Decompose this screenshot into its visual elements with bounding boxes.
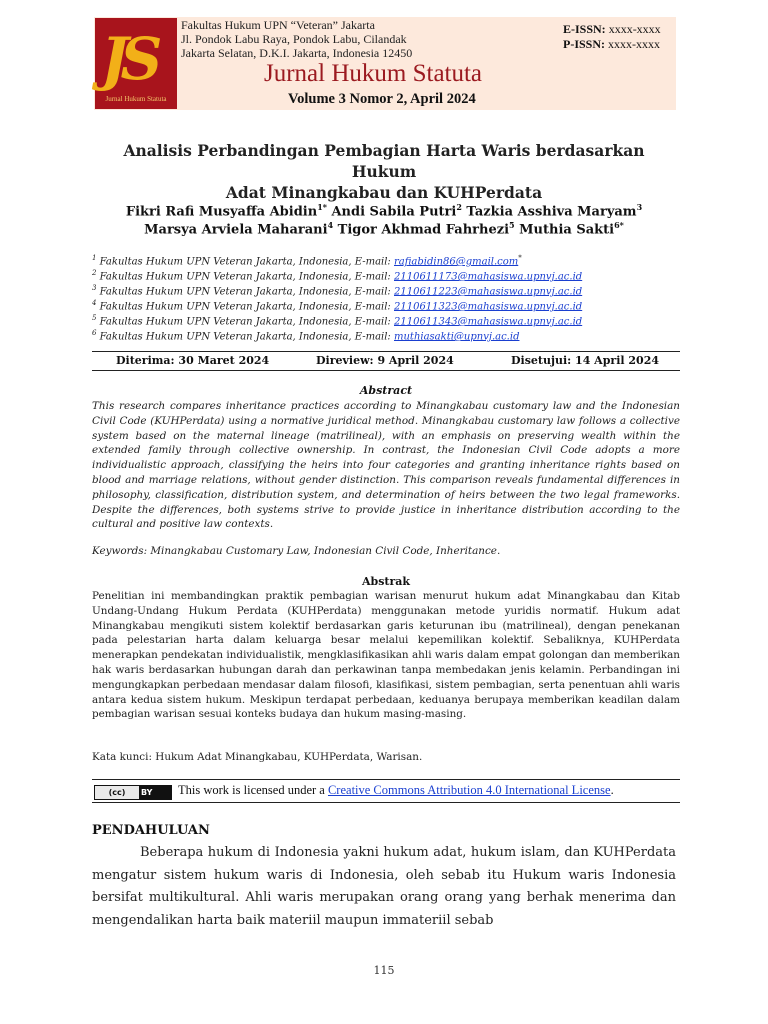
intro-paragraph: Beberapa hukum di Indonesia yakni hukum adat, hukum islam, dan KUHPerdata mengatur sistem hukum waris di Indonesia, oleh sebab itu Hukum waris Indonesia bersifat multikultural. Ahli waris merupakan orang orang yang berhak menerima dan mengendalikan harta baik materiil maupun immateriil sebab <box>92 845 676 928</box>
accepted-date: Disetujui: 14 April 2024 <box>511 354 659 367</box>
license-suffix: . <box>610 783 614 797</box>
aff-text: Fakultas Hukum UPN Veteran Jakarta, Indonesia, E-mail: <box>99 256 391 268</box>
title-line-2: Adat Minangkabau dan KUHPerdata <box>225 183 543 202</box>
aff-text: Fakultas Hukum UPN Veteran Jakarta, Indonesia, E-mail: <box>99 271 391 283</box>
license-text <box>178 783 614 798</box>
journal-volume: Volume 3 Nomor 2, April 2024 <box>288 91 476 107</box>
author-name: Fikri Rafi Musyaffa Abidin <box>125 204 318 220</box>
received-date: Diterima: 30 Maret 2024 <box>116 354 270 367</box>
eissn-label: E-ISSN: <box>563 22 606 36</box>
email-link[interactable]: rafiabidin86@gmail.com <box>394 256 519 268</box>
journal-name: Jurnal Hukum Statuta <box>264 60 483 87</box>
author-sup: 4 <box>327 220 334 230</box>
pissn-value: xxxx-xxxx <box>608 37 661 51</box>
aff-num: 3 <box>92 284 97 292</box>
title-line-1: Analisis Perbandingan Pembagian Harta Waris berdasarkan Hukum <box>123 141 645 181</box>
author-sup: 1* <box>317 202 327 212</box>
logo-glyph: JS <box>101 25 155 93</box>
logo-caption: Jurnal Hukum Statuta <box>105 95 167 103</box>
journal-logo <box>95 18 177 109</box>
author-sup: 2 <box>456 202 462 212</box>
authors-line-2 <box>92 215 676 240</box>
aff-num: 1 <box>92 254 97 262</box>
author-name: Tazkia Asshiva Maryam <box>466 204 637 220</box>
author-name: Andi Sabila Putri <box>331 204 457 220</box>
author-name: Muthia Sakti <box>519 222 615 238</box>
author-sup: 3 <box>636 202 643 212</box>
aff-text: Fakultas Hukum UPN Veteran Jakarta, Indonesia, E-mail: <box>99 301 391 313</box>
author-sup: 5 <box>509 220 515 230</box>
kata-kunci: Kata kunci: Hukum Adat Minangkabau, KUHPerdata, Warisan. <box>92 751 423 763</box>
aff-text: Fakultas Hukum UPN Veteran Jakarta, Indonesia, E-mail: <box>99 331 391 343</box>
license-bar <box>92 779 680 803</box>
cc-badge-right: BY <box>141 788 153 797</box>
aff-num: 6 <box>92 329 97 337</box>
article-title <box>92 140 676 203</box>
email-link[interactable]: 2110611223@mahasiswa.upnvj.ac.id <box>394 286 583 298</box>
pissn-label: P-ISSN: <box>563 37 606 51</box>
email-link[interactable]: 2110611173@mahasiswa.upnvj.ac.id <box>394 271 583 283</box>
aff-mark: * <box>518 254 522 262</box>
email-link[interactable]: muthiasakti@upnvj.ac.id <box>394 331 520 343</box>
cc-by-badge-icon[interactable] <box>94 785 172 800</box>
cc-badge-left: (cc) <box>95 786 139 799</box>
address-line-1: Fakultas Hukum UPN “Veteran” Jakarta <box>181 18 375 32</box>
aff-num: 4 <box>92 299 97 307</box>
author-name: Tigor Akhmad Fahrhezi <box>337 222 510 238</box>
abstrak-heading: Abstrak <box>361 575 411 588</box>
eissn-value: xxxx-xxxx <box>608 22 661 36</box>
email-link[interactable]: 2110611323@mahasiswa.upnvj.ac.id <box>394 301 583 313</box>
eissn <box>563 22 661 36</box>
author-name: Marsya Arviela Maharani <box>144 222 328 238</box>
dates-bar <box>92 351 680 371</box>
pissn <box>563 37 660 51</box>
keywords: Keywords: Minangkabau Customary Law, Indonesian Civil Code, Inheritance. <box>92 545 501 557</box>
abstrak-text: Penelitian ini membandingkan praktik pembagian warisan menurut hukum adat Minangkabau dan Kitab Undang-Undang Hukum Perdata (KUHPerdata) menggunakan metode yuridis normatif. Hukum adat Minangkabau mengikuti sistem kolektif berdasarkan garis keturunan ibu (matrilineal), dengan penekanan pada pelestarian harta dalam keluarga besar melalui kepemilikan kolektif. Sebaliknya, KUHPerdata menerapkan pendekatan individualistik, mengklasifikasikan ahli waris dalam empat golongan dan memberikan hak waris berdasarkan hubungan darah dan perkawinan tanpa membedakan jenis kelamin. Perbandingan ini mengungkapkan perbedaan mendasar dalam filosofi, klasifikasi, sistem pembagian, serta penentuan ahli waris antara kedua sistem hukum. Meskipun terdapat perbedaan, keduanya berupaya memberikan keadilan dalam pembagian warisan sesuai konteks budaya dan hukum masing-masing. <box>92 590 680 721</box>
review-date: Direview: 9 April 2024 <box>316 354 454 367</box>
email-link[interactable]: 2110611343@mahasiswa.upnvj.ac.id <box>394 316 583 328</box>
abstract-text: This research compares inheritance practices according to Minangkabau customary law and the Indonesian Civil Code (KUHPerdata) using a normative juridical method. Minangkabau customary law follows a collective system based on the maternal lineage (matrilineal), with an emphasis on preserving wealth within the extended family through collective ownership. In contrast, the Indonesian Civil Code adopts a more individualistic approach, classifying the heirs into four categories and granting inheritance rights based on blood and marriage relations, without gender distinction. This comparison reveals fundamental differences in philosophy, classification, distribution system, and determination of heirs between the two legal frameworks. Despite the differences, both systems strive to provide justice in inheritance distribution according to the cultural and positive law contexts. <box>92 400 680 531</box>
abstract-heading: Abstract <box>359 384 413 397</box>
license-link[interactable]: Creative Commons Attribution 4.0 International License <box>327 783 611 797</box>
author-sup: 6* <box>614 220 624 230</box>
affiliation-6 <box>92 326 676 344</box>
aff-text: Fakultas Hukum UPN Veteran Jakarta, Indonesia, E-mail: <box>99 316 391 328</box>
license-prefix: This work is licensed under a <box>178 783 328 797</box>
aff-text: Fakultas Hukum UPN Veteran Jakarta, Indonesia, E-mail: <box>99 286 391 298</box>
address-line-2: Jl. Pondok Labu Raya, Pondok Labu, Cilandak <box>181 32 407 46</box>
page-number: 115 <box>373 964 395 977</box>
section-heading: PENDAHULUAN <box>92 823 210 838</box>
address-line-3: Jakarta Selatan, D.K.I. Jakarta, Indonesia 12450 <box>181 46 413 60</box>
aff-num: 5 <box>92 314 97 322</box>
aff-num: 2 <box>92 269 97 277</box>
